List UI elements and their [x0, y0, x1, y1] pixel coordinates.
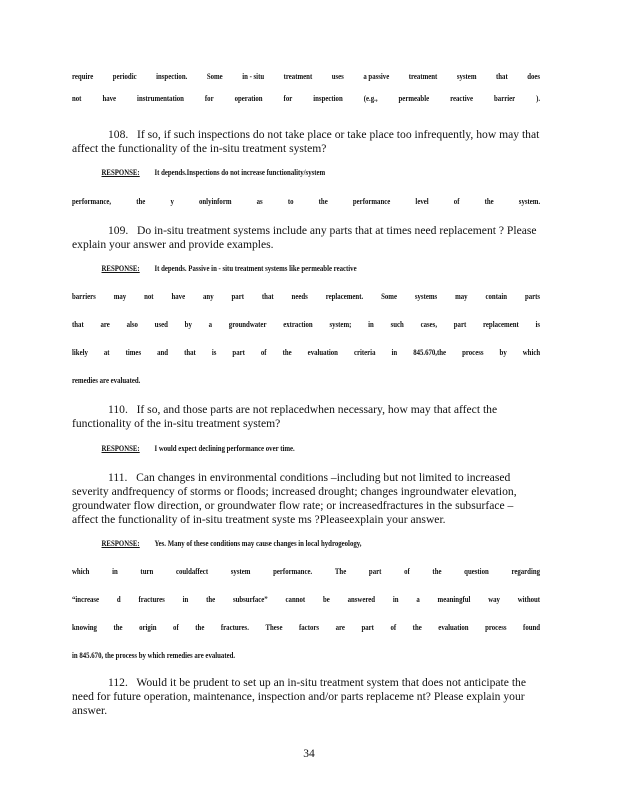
word: by [499, 348, 507, 357]
response-108 [72, 168, 540, 210]
question-number: 108. [108, 128, 129, 141]
word: the [318, 197, 328, 206]
question-number: 112. [108, 676, 128, 689]
word: and [157, 348, 169, 357]
word: d [116, 595, 121, 604]
question-110 [72, 403, 540, 431]
response-line: in 845.670, the process by which remedies are evaluated. [72, 651, 236, 660]
word: part [453, 320, 467, 329]
word: barriers [72, 292, 96, 301]
word: the [136, 197, 146, 206]
word: a passive [363, 72, 390, 81]
word: for [283, 94, 293, 103]
word: instrumentation [137, 94, 184, 103]
word: in [182, 595, 189, 604]
question-108 [72, 128, 540, 156]
word: that [72, 320, 84, 329]
word: performance, [72, 197, 112, 206]
continuation-paragraph [72, 72, 540, 107]
word: which [72, 567, 90, 576]
word: require [72, 72, 94, 81]
response-line [72, 320, 540, 333]
word: the [113, 623, 123, 632]
word: not [144, 292, 154, 301]
question-text: Would it be prudent to set up an in-situ treatment system that does not anticipate the need for future operation, maintenance, inspection and/or parts replaceme nt? Please explain your answer. [72, 676, 526, 717]
word: Some [381, 292, 397, 301]
word: process [462, 348, 484, 357]
word: in [368, 320, 374, 329]
word: the [484, 197, 494, 206]
word: be [322, 595, 330, 604]
word: way [488, 595, 500, 604]
word: reactive [450, 94, 474, 103]
word: are [100, 320, 110, 329]
question-111 [72, 471, 540, 527]
word: may [455, 292, 468, 301]
question-text: If so, if such inspections do not take place or take place too infrequently, how may that affect the functionality of the in-situ treatment system? [72, 128, 540, 155]
word: of [404, 567, 410, 576]
word: inspection [313, 94, 343, 103]
response-109 [72, 264, 540, 389]
word: such [390, 320, 404, 329]
word: fractures [138, 595, 165, 604]
word: knowing [72, 623, 97, 632]
word: Some [206, 72, 223, 81]
word: as [256, 197, 263, 206]
word: part [368, 567, 382, 576]
response-line [72, 348, 540, 361]
word: y [170, 197, 174, 206]
word: operation [234, 94, 263, 103]
word: performance [352, 197, 391, 206]
word: that [261, 292, 274, 301]
word: replacement [483, 320, 519, 329]
word: factors [299, 623, 320, 632]
word: uses [331, 72, 344, 81]
word: which [522, 348, 541, 357]
word: is [535, 320, 541, 329]
question-number: 111. [108, 471, 128, 484]
word: of [453, 197, 460, 206]
response-line: remedies are evaluated. [72, 376, 141, 385]
word: for [204, 94, 214, 103]
response-label: RESPONSE: [101, 168, 140, 177]
response-110 [72, 444, 540, 457]
word: permeable [398, 94, 430, 103]
response-line [72, 292, 540, 305]
word: regarding [511, 567, 541, 576]
word: subsurface” [232, 595, 268, 604]
word: part [232, 348, 245, 357]
question-number: 110. [108, 403, 128, 416]
word: ). [536, 94, 541, 103]
word: evaluation [307, 348, 338, 357]
word: does [527, 72, 541, 81]
word: a [208, 320, 213, 329]
word: in [392, 595, 399, 604]
word: 845.670,the [413, 348, 447, 357]
word: is [211, 348, 217, 357]
word: the [282, 348, 292, 357]
word: a [416, 595, 420, 604]
question-text: If so, and those parts are not replacedwhen necessary, how may that affect the functionality of the in-situ treatment system? [72, 403, 498, 430]
question-number: 109. [108, 224, 129, 237]
word: are [335, 623, 345, 632]
response-line [72, 444, 570, 457]
word: fractures. [220, 623, 249, 632]
response-text: Yes. Many of these conditions may cause changes in local hydrogeology, [154, 539, 362, 548]
word: treatment [408, 72, 438, 81]
word: extraction [283, 320, 313, 329]
word: in [112, 567, 118, 576]
response-text: I would expect declining performance over time. [154, 444, 295, 453]
response-line [72, 264, 570, 277]
word: by [184, 320, 192, 329]
word: question [464, 567, 489, 576]
word: have [171, 292, 186, 301]
response-text: It depends.Inspections do not increase functionality/system [154, 168, 326, 177]
word: the [195, 623, 205, 632]
word: the [412, 623, 422, 632]
response-label: RESPONSE: [101, 264, 140, 273]
response-line [72, 567, 540, 580]
word: replacement. [325, 292, 364, 301]
word: periodic [112, 72, 137, 81]
word: may [113, 292, 127, 301]
word: parts [524, 292, 541, 301]
response-text: It depends. Passive in - situ treatment systems like permeable reactive [154, 264, 357, 273]
word: evaluation [438, 623, 469, 632]
word: systems [414, 292, 438, 301]
question-109 [72, 224, 540, 252]
word: criteria [353, 348, 376, 357]
word: cases, [420, 320, 438, 329]
word: part [231, 292, 244, 301]
word: system [230, 567, 251, 576]
word: cannot [285, 595, 306, 604]
word: also [126, 320, 138, 329]
text-line [72, 72, 540, 85]
word: needs [291, 292, 308, 301]
word: not [72, 94, 82, 103]
text-line [72, 94, 540, 107]
word: performance. [273, 567, 313, 576]
question-text: Can changes in environmental conditions –including but not limited to increased severity andfrequency of storms or floods; increased drought; changes ingroundwater elevation, groundwater flow direction, or groundwater flow rate; or increasedfractures in the subsurface – affect the functionality of in-situ treatment syste ms ?Pleaseexplain your answer. [72, 471, 517, 526]
word: without [517, 595, 541, 604]
word: likely [72, 348, 88, 357]
word: level [415, 197, 429, 206]
word: the [206, 595, 216, 604]
response-line [72, 595, 540, 608]
word: that [495, 72, 508, 81]
word: times [125, 348, 142, 357]
word: meaningful [437, 595, 471, 604]
word: answered [347, 595, 376, 604]
word: part [361, 623, 374, 632]
word: The [334, 567, 347, 576]
question-112 [72, 676, 540, 718]
response-label: RESPONSE: [101, 539, 140, 548]
response-label: RESPONSE: [101, 444, 140, 453]
word: “increase [72, 595, 100, 604]
word: system. [518, 197, 541, 206]
word: onlyinform [198, 197, 232, 206]
word: groundwater [228, 320, 267, 329]
page-number: 34 [303, 748, 315, 760]
response-line [72, 539, 570, 552]
word: used [154, 320, 168, 329]
word: process [485, 623, 507, 632]
response-111 [72, 539, 540, 664]
word: any [203, 292, 214, 301]
word: couldaffect [175, 567, 209, 576]
word: turn [140, 567, 154, 576]
response-line [72, 197, 540, 210]
word: the [432, 567, 442, 576]
word: have [102, 94, 117, 103]
word: to [287, 197, 294, 206]
response-line [72, 168, 570, 181]
word: contain [485, 292, 508, 301]
response-line [72, 623, 540, 636]
question-text: Do in-situ treatment systems include any parts that at times need replacement ? Please explain your answer and provide examples. [72, 224, 537, 251]
word: system; [329, 320, 352, 329]
word: These [265, 623, 283, 632]
word: (e.g., [363, 94, 378, 103]
word: of [260, 348, 267, 357]
word: origin [139, 623, 157, 632]
word: in - situ [242, 72, 265, 81]
word: of [173, 623, 179, 632]
word: inspection. [156, 72, 188, 81]
word: in [391, 348, 398, 357]
word: at [103, 348, 110, 357]
word: found [523, 623, 541, 632]
word: barrier [494, 94, 516, 103]
word: of [390, 623, 397, 632]
word: that [184, 348, 196, 357]
word: treatment [283, 72, 313, 81]
word: system [456, 72, 477, 81]
